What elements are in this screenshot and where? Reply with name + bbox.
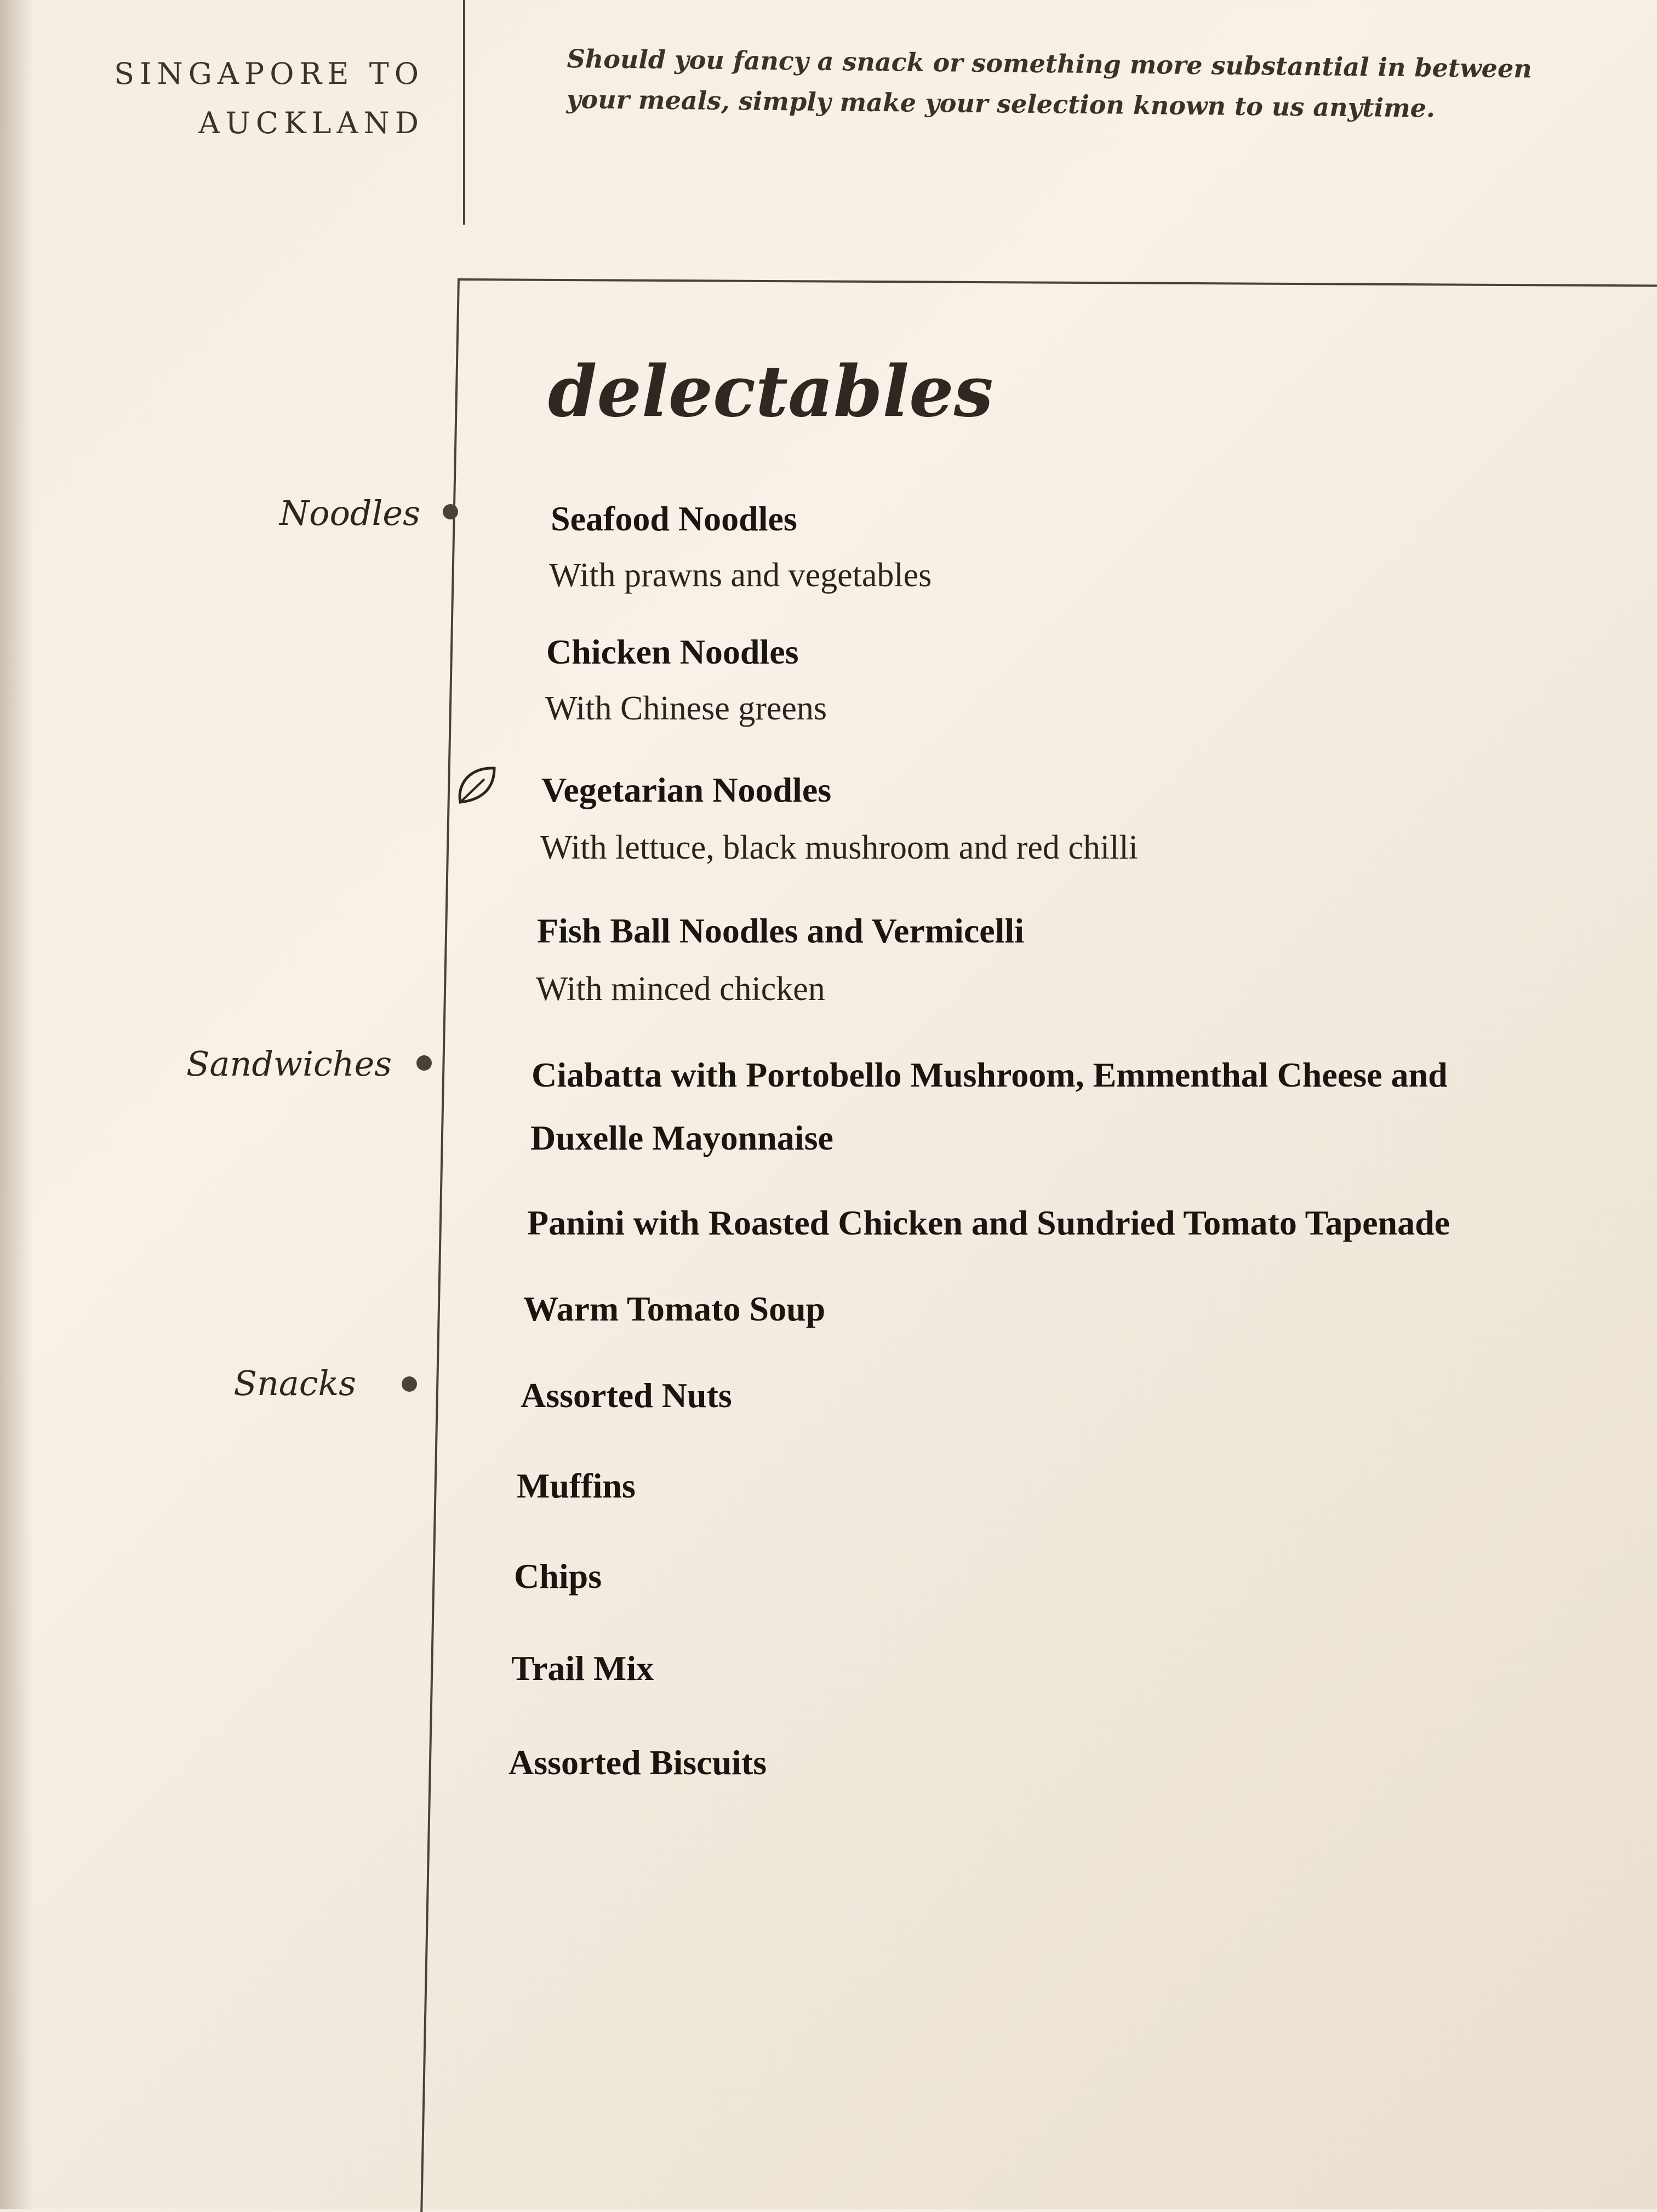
route-heading: [114, 49, 424, 148]
menu-timeline-rule: [420, 278, 460, 2212]
menu-item-fish-ball-noodles: Fish Ball Noodles and Vermicelli: [537, 911, 1024, 950]
menu-item-muffins: Muffins: [517, 1466, 636, 1505]
page-edge-shadow: [0, 0, 33, 2209]
menu-item-chips: Chips: [514, 1557, 602, 1596]
menu-item-vegetarian-noodles-desc: With lettuce, black mushroom and red chilli: [540, 829, 1138, 866]
menu-item-ciabatta-line-2: Duxelle Mayonnaise: [530, 1118, 833, 1157]
menu-item-assorted-nuts: Assorted Nuts: [521, 1376, 732, 1415]
menu-item-vegetarian-noodles: Vegetarian Noodles: [541, 770, 832, 809]
category-sandwiches: Sandwiches: [186, 1044, 392, 1084]
category-snacks-dot: [402, 1376, 417, 1392]
route-line-1: SINGAPORE TO: [114, 56, 424, 91]
header-divider: [463, 0, 465, 225]
category-noodles: Noodles: [279, 493, 420, 533]
menu-item-seafood-noodles-desc: With prawns and vegetables: [549, 557, 932, 594]
intro-text: Should you fancy a snack or something more substantial in between your meals, simply make your selection known to us anytime.: [566, 43, 1532, 123]
menu-item-trail-mix: Trail Mix: [511, 1649, 654, 1688]
menu-item-assorted-biscuits: Assorted Biscuits: [508, 1743, 767, 1782]
category-noodles-dot: [443, 504, 458, 519]
leaf-icon: [454, 762, 500, 808]
category-sandwiches-dot: [416, 1055, 432, 1071]
menu-item-warm-tomato-soup: Warm Tomato Soup: [523, 1289, 826, 1328]
route-line-2: AUCKLAND: [198, 106, 424, 140]
menu-item-fish-ball-noodles-desc: With minced chicken: [536, 970, 825, 1008]
menu-top-rule: [458, 278, 1657, 287]
menu-item-ciabatta-line-1: Ciabatta with Portobello Mushroom, Emmenthal Cheese and: [532, 1055, 1448, 1094]
menu-item-panini: Panini with Roasted Chicken and Sundried Tomato Tapenade: [527, 1203, 1450, 1242]
menu-title: delectables: [548, 351, 993, 433]
menu-item-chicken-noodles-desc: With Chinese greens: [545, 690, 827, 727]
menu-item-seafood-noodles: Seafood Noodles: [551, 499, 797, 538]
menu-item-chicken-noodles: Chicken Noodles: [546, 632, 799, 671]
category-snacks: Snacks: [233, 1363, 356, 1403]
